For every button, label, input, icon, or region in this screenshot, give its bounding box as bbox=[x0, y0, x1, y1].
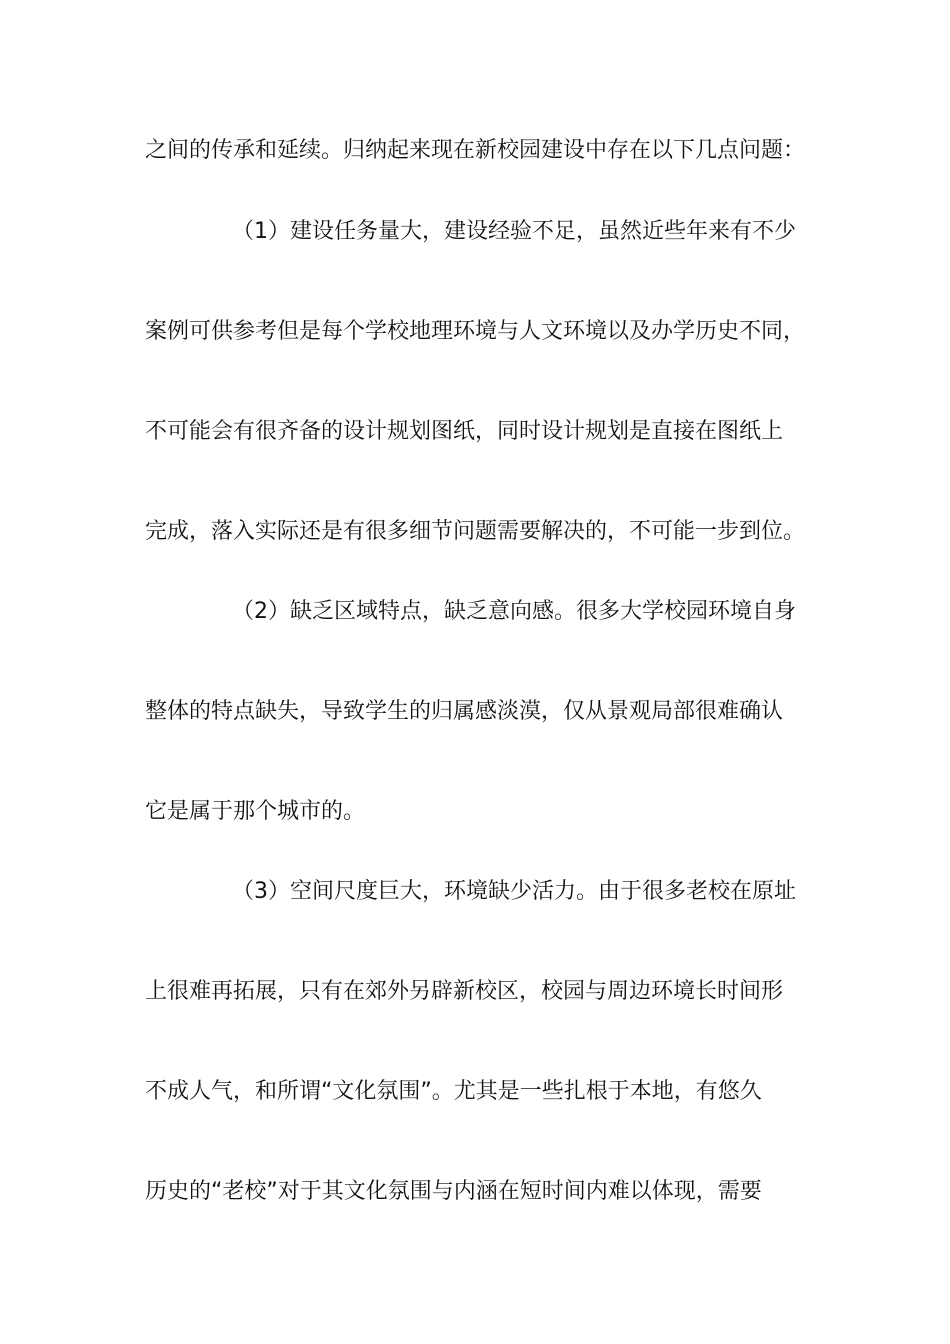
text-line-11: 不成人气，和所谓“文化氛围”。尤其是一些扎根于本地，有悠久 bbox=[145, 1079, 762, 1104]
text-line-10: 上很难再拓展，只有在郊外另辟新校区，校园与周边环境长时间形 bbox=[145, 979, 784, 1004]
text-line-2: （1）建设任务量大，建设经验不足，虽然近些年来有不少 bbox=[232, 219, 796, 244]
text-line-6: （2）缺乏区域特点，缺乏意向感。很多大学校园环境自身 bbox=[232, 599, 796, 624]
text-line-5: 完成，落入实际还是有很多细节问题需要解决的，不可能一步到位。 bbox=[145, 519, 806, 544]
text-line-12: 历史的“老校”对于其文化氛围与内涵在短时间内难以体现，需要 bbox=[145, 1179, 762, 1204]
text-line-1: 之间的传承和延续。归纳起来现在新校园建设中存在以下几点问题： bbox=[145, 138, 806, 163]
text-line-8: 它是属于那个城市的。 bbox=[145, 799, 366, 824]
text-line-9: （3）空间尺度巨大，环境缺少活力。由于很多老校在原址 bbox=[232, 879, 796, 904]
text-line-4: 不可能会有很齐备的设计规划图纸，同时设计规划是直接在图纸上 bbox=[145, 419, 784, 444]
text-line-7: 整体的特点缺失，导致学生的归属感淡漠，仅从景观局部很难确认 bbox=[145, 699, 784, 724]
text-line-3: 案例可供参考但是每个学校地理环境与人文环境以及办学历史不同， bbox=[145, 319, 806, 344]
